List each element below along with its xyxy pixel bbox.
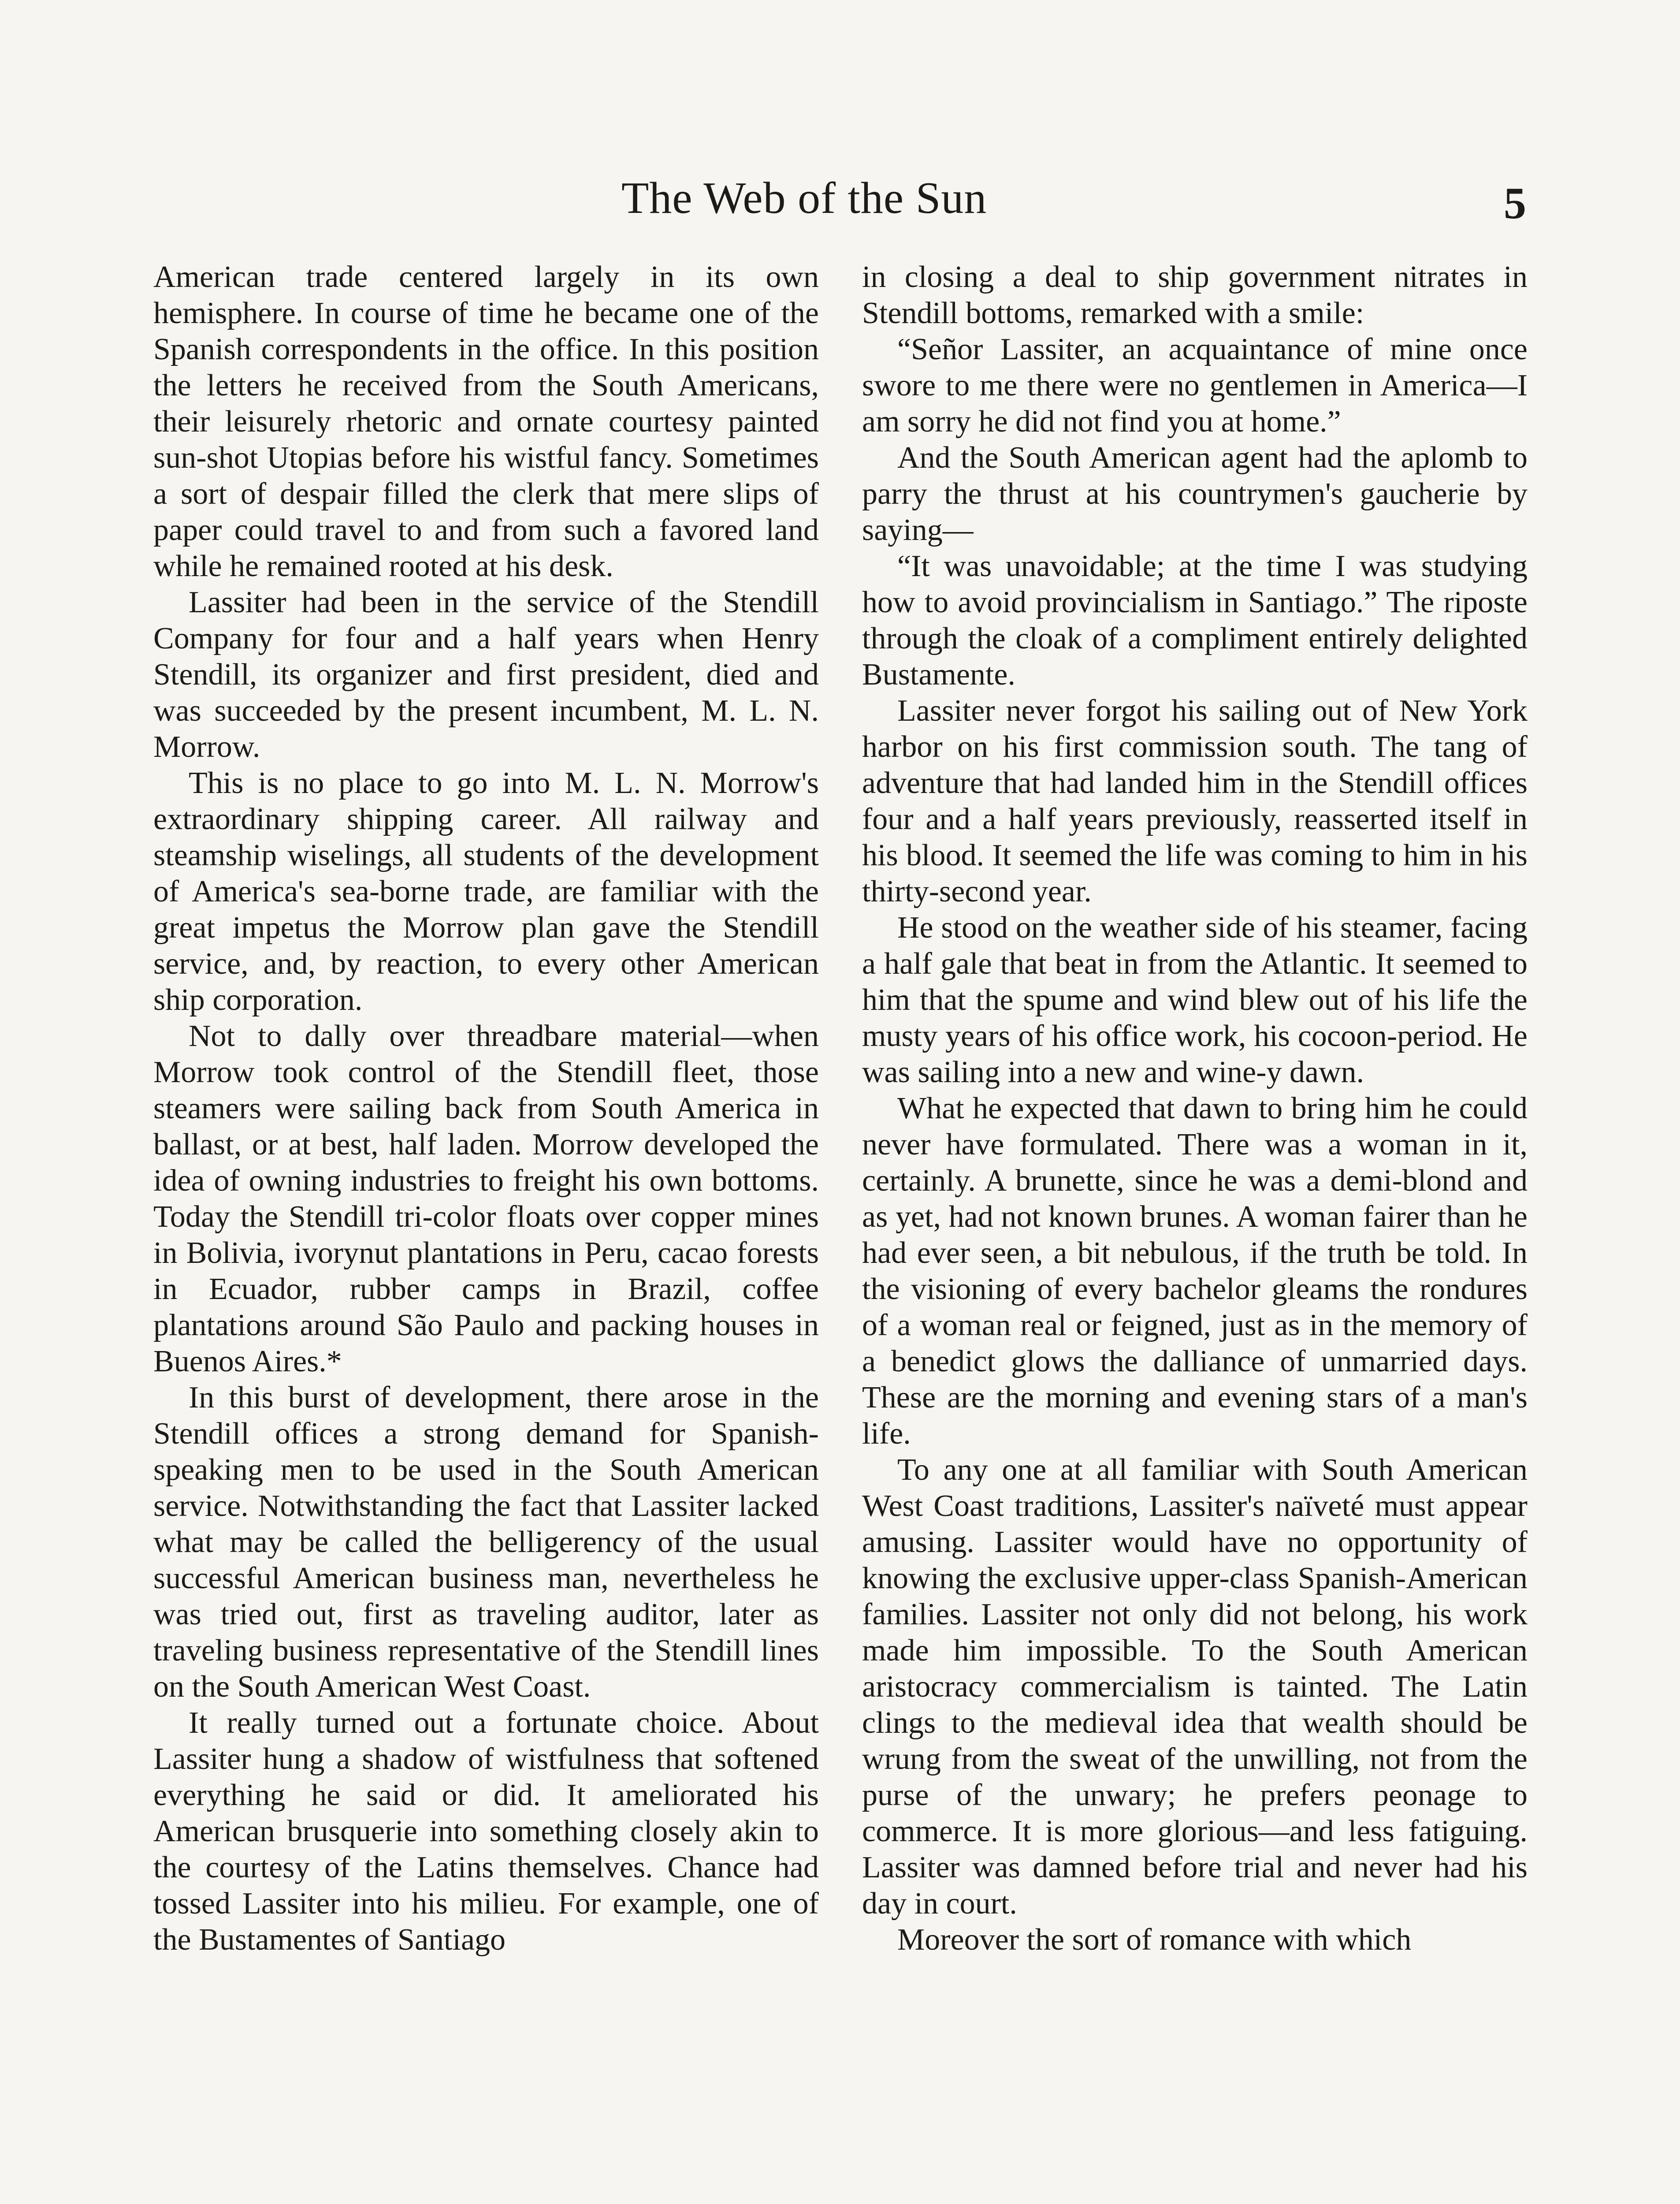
paragraph: And the South American agent had the aplomb to parry the thrust at his countrymen's gaucherie by saying—	[862, 441, 1528, 547]
paragraph: “It was unavoidable; at the time I was studying how to avoid provincialism in Santiago.” The riposte through the cloak of a compliment entirely delighted Bustamente.	[862, 549, 1528, 692]
paragraph: What he expected that dawn to bring him he could never have formulated. There was a woman in it, certainly. A brunette, since he was a demi-blond and as yet, had not known brunes. A woman fairer than he had ever seen, a bit nebulous, if the truth be told. In the visioning of every bachelor gleams the rondures of a woman real or feigned, just as in the memory of a benedict glows the dalliance of unmarried days. These are the morning and evening stars of a man's life.	[862, 1091, 1528, 1451]
paragraph: “Señor Lassiter, an acquaintance of mine once swore to me there were no gentlemen in America—I am sorry he did not find you at home.”	[862, 332, 1528, 439]
paragraph: Not to dally over threadbare material—when Morrow took control of the Stendill fleet, those steamers were sailing back from South America in ballast, or at best, half laden. Morrow developed the idea of owning industries to freight his own bottoms. Today the Stendill tri-color floats over copper mines in Bolivia, ivorynut plantations in Peru, cacao forests in Ecuador, rubber camps in Brazil, coffee plantations around São Paulo and packing houses in Buenos Aires.*	[153, 1019, 819, 1378]
paragraph: Lassiter never forgot his sailing out of New York harbor on his first commission south. The tang of adventure that had landed him in the Stendill offices four and a half years previously, reasserted itself in his blood. It seemed the life was coming to him in his thirty-second year.	[862, 694, 1528, 908]
paragraph: To any one at all familiar with South American West Coast traditions, Lassiter's naïveté must appear amusing. Lassiter would have no opportunity of knowing the exclusive upper-class Spanish-American families. Lassiter not only did not belong, his work made him impossible. To the South American aristocracy commercialism is tainted. The Latin clings to the medieval idea that wealth should be wrung from the sweat of the unwilling, not from the purse of the unwary; he prefers peonage to commerce. It is more glorious—and less fatiguing. Lassiter was damned before trial and never had his day in court.	[862, 1453, 1528, 1921]
paragraph: American trade centered largely in its own hemisphere. In course of time he became one of the Spanish correspondents in the office. In this position the letters he received from the South Americans, their leisurely rhetoric and ornate courtesy painted sun-shot Utopias before his wistful fancy. Sometimes a sort of despair filled the clerk that mere slips of paper could travel to and from such a favored land while he remained rooted at his desk.	[153, 260, 819, 583]
paragraph: In this burst of development, there arose in the Stendill offices a strong demand for Spanish-speaking men to be used in the South American service. Notwithstanding the fact that Lassiter lacked what may be called the belligerency of the usual successful American business man, nevertheless he was tried out, first as traveling auditor, later as traveling business representative of the Stendill lines on the South American West Coast.	[153, 1381, 819, 1704]
right-column	[862, 259, 1528, 2204]
paragraph: Lassiter had been in the service of the Stendill Company for four and a half years when Henry Stendill, its organizer and first president, died and was succeeded by the present incumbent, M. L. N. Morrow.	[153, 585, 819, 764]
running-title: The Web of the Sun	[621, 173, 987, 223]
paragraph: in closing a deal to ship government nitrates in Stendill bottoms, remarked with a smile:	[862, 260, 1528, 330]
paragraph: He stood on the weather side of his steamer, facing a half gale that beat in from the Atlantic. It seemed to him that the spume and wind blew out of his life the musty years of his office work, his cocoon-period. He was sailing into a new and wine-y dawn.	[862, 911, 1528, 1089]
paragraph: Moreover the sort of romance with which	[897, 1923, 1412, 1957]
left-column	[153, 259, 819, 2204]
page-number: 5	[1504, 179, 1526, 228]
page-header	[0, 168, 1680, 229]
paragraph: It really turned out a fortunate choice. About Lassiter hung a shadow of wistfulness that softened everything he said or did. It ameliorated his American brusquerie into something closely akin to the courtesy of the Latins themselves. Chance had tossed Lassiter into his milieu. For example, one of the Bustamentes of Santiago	[153, 1706, 819, 1957]
paragraph: This is no place to go into M. L. N. Morrow's extraordinary shipping career. All railway and steamship wiselings, all students of the development of America's sea-borne trade, are familiar with the great impetus the Morrow plan gave the Stendill service, and, by reaction, to every other American ship corporation.	[153, 766, 819, 1017]
